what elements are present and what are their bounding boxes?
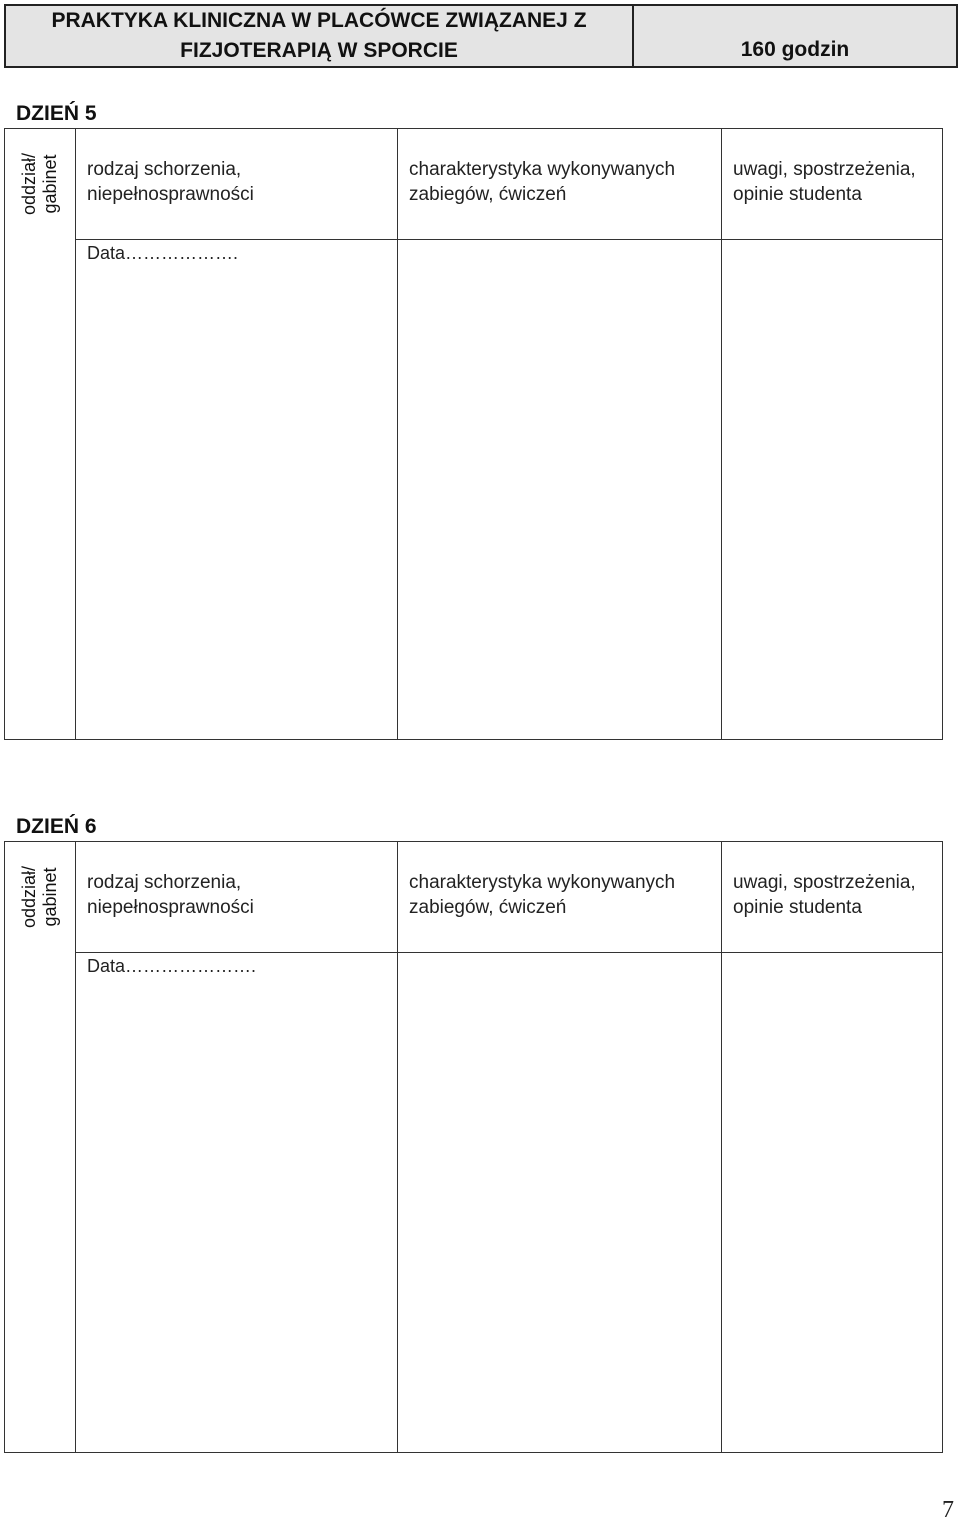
page-number: 7 [942, 1497, 954, 1523]
condition-header-line-2: niepełnosprawności [87, 184, 254, 205]
column-divider [75, 842, 76, 1452]
notes-header-line-1: uwagi, spostrzeżenia, [733, 872, 916, 893]
day-6-heading: DZIEŃ 6 [16, 815, 97, 838]
title-line-1: PRAKTYKA KLINICZNA W PLACÓWCE ZWIĄZANEJ Z [51, 9, 587, 32]
department-label-cell [5, 842, 75, 952]
notes-header-line-2: opinie studenta [733, 184, 862, 205]
department-label-line-2: gabinet [40, 867, 60, 927]
notes-column-header [733, 870, 916, 920]
date-field[interactable]: Data………………. [87, 243, 239, 263]
day-6-table [4, 841, 943, 1453]
column-divider [721, 129, 722, 739]
department-label-line-1: oddział/ [19, 152, 39, 216]
column-divider [397, 842, 398, 1452]
hours-label: 160 godzin [740, 38, 850, 61]
department-label-line-2: gabinet [40, 154, 60, 214]
document-title [6, 6, 634, 66]
department-label-cell [5, 129, 75, 239]
procedures-column-header [409, 870, 675, 920]
date-field[interactable]: Data…………………. [87, 956, 257, 976]
notes-column-header [733, 157, 916, 207]
notes-header-line-1: uwagi, spostrzeżenia, [733, 159, 916, 180]
condition-header-line-2: niepełnosprawności [87, 897, 254, 918]
day-5-table [4, 128, 943, 740]
header-row-divider [75, 239, 942, 240]
notes-header-line-2: opinie studenta [733, 897, 862, 918]
procedures-column-header [409, 157, 675, 207]
column-divider [75, 129, 76, 739]
document-header [4, 4, 958, 68]
title-line-2: FIZJOTERAPIĄ W SPORCIE [180, 39, 458, 62]
procedures-header-line-2: zabiegów, ćwiczeń [409, 897, 567, 918]
procedures-header-line-1: charakterystyka wykonywanych [409, 159, 676, 180]
condition-header-line-1: rodzaj schorzenia, [87, 872, 242, 893]
header-row-divider [75, 952, 942, 953]
condition-column-header [87, 870, 254, 920]
procedures-header-line-2: zabiegów, ćwiczeń [409, 184, 567, 205]
column-divider [721, 842, 722, 1452]
hours-cell [634, 6, 956, 66]
condition-column-header [87, 157, 254, 207]
condition-header-line-1: rodzaj schorzenia, [87, 159, 242, 180]
day-5-heading: DZIEŃ 5 [16, 102, 97, 125]
procedures-header-line-1: charakterystyka wykonywanych [409, 872, 676, 893]
column-divider [397, 129, 398, 739]
department-label-line-1: oddział/ [19, 865, 39, 929]
